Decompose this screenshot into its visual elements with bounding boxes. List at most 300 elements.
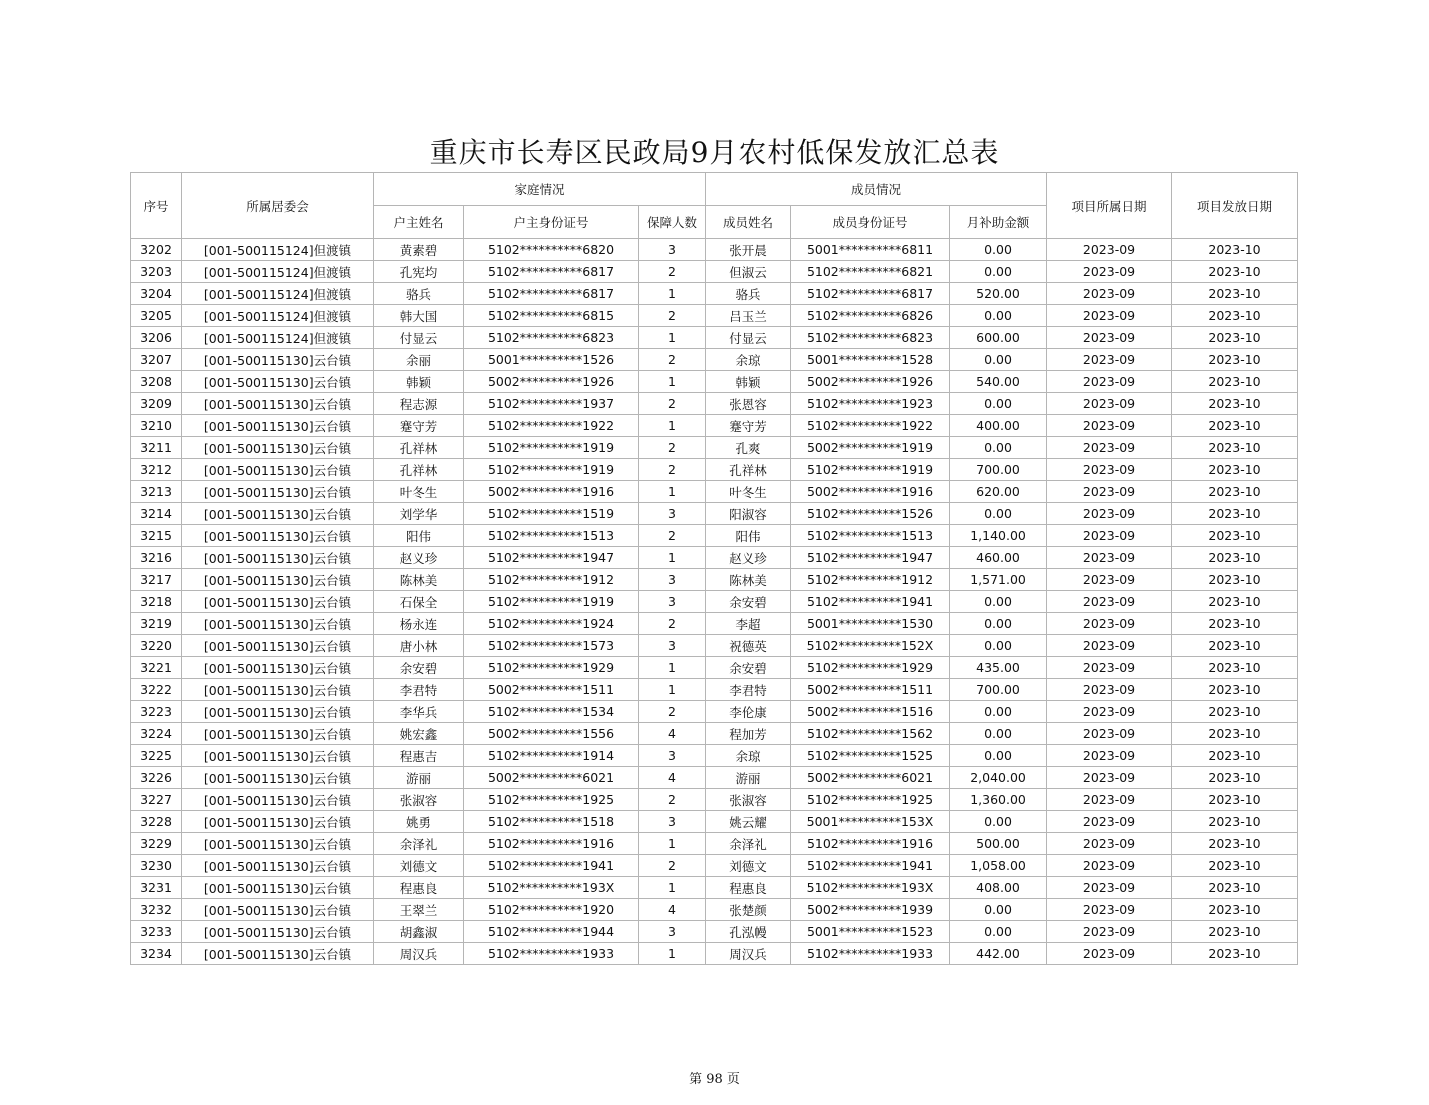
cell-seq: 3207 — [131, 349, 182, 371]
cell-member-id: 5102**********1922 — [791, 415, 950, 437]
cell-head-id: 5102**********1919 — [464, 591, 639, 613]
cell-insured-count: 3 — [639, 921, 706, 943]
table-row — [131, 789, 1298, 811]
cell-committee: [001-500115130]云台镇 — [182, 789, 374, 811]
table-row — [131, 855, 1298, 877]
cell-issue-date: 2023-10 — [1172, 855, 1298, 877]
cell-committee: [001-500115130]云台镇 — [182, 811, 374, 833]
cell-insured-count: 3 — [639, 239, 706, 261]
cell-head-name: 游丽 — [374, 767, 464, 789]
cell-head-name: 叶冬生 — [374, 481, 464, 503]
cell-monthly-subsidy: 0.00 — [950, 723, 1047, 745]
cell-seq: 3203 — [131, 261, 182, 283]
cell-head-id: 5102**********1944 — [464, 921, 639, 943]
cell-member-id: 5002**********1511 — [791, 679, 950, 701]
cell-committee: [001-500115130]云台镇 — [182, 635, 374, 657]
cell-project-date: 2023-09 — [1047, 701, 1172, 723]
cell-committee: [001-500115130]云台镇 — [182, 701, 374, 723]
cell-member-id: 5102**********1526 — [791, 503, 950, 525]
cell-monthly-subsidy: 0.00 — [950, 811, 1047, 833]
header-member-group: 成员情况 — [706, 173, 1047, 206]
cell-head-name: 阳伟 — [374, 525, 464, 547]
cell-issue-date: 2023-10 — [1172, 679, 1298, 701]
cell-head-name: 李君特 — [374, 679, 464, 701]
cell-seq: 3213 — [131, 481, 182, 503]
cell-monthly-subsidy: 1,360.00 — [950, 789, 1047, 811]
cell-insured-count: 1 — [639, 327, 706, 349]
cell-monthly-subsidy: 0.00 — [950, 921, 1047, 943]
header-family-group: 家庭情况 — [374, 173, 706, 206]
cell-committee: [001-500115124]但渡镇 — [182, 239, 374, 261]
cell-insured-count: 2 — [639, 349, 706, 371]
cell-member-id: 5102**********1923 — [791, 393, 950, 415]
cell-insured-count: 1 — [639, 415, 706, 437]
cell-head-name: 黄素碧 — [374, 239, 464, 261]
cell-project-date: 2023-09 — [1047, 767, 1172, 789]
cell-insured-count: 2 — [639, 855, 706, 877]
cell-committee: [001-500115130]云台镇 — [182, 393, 374, 415]
cell-seq: 3234 — [131, 943, 182, 965]
cell-issue-date: 2023-10 — [1172, 657, 1298, 679]
cell-insured-count: 3 — [639, 591, 706, 613]
cell-head-id: 5102**********1513 — [464, 525, 639, 547]
cell-seq: 3217 — [131, 569, 182, 591]
cell-head-name: 姚宏鑫 — [374, 723, 464, 745]
cell-head-id: 5102**********1919 — [464, 459, 639, 481]
cell-member-name: 阳伟 — [706, 525, 791, 547]
cell-issue-date: 2023-10 — [1172, 745, 1298, 767]
cell-member-name: 程加芳 — [706, 723, 791, 745]
cell-project-date: 2023-09 — [1047, 899, 1172, 921]
cell-issue-date: 2023-10 — [1172, 459, 1298, 481]
header-head-id: 户主身份证号 — [464, 206, 639, 239]
cell-member-name: 姚云耀 — [706, 811, 791, 833]
cell-member-name: 赵义珍 — [706, 547, 791, 569]
cell-committee: [001-500115124]但渡镇 — [182, 305, 374, 327]
cell-committee: [001-500115130]云台镇 — [182, 547, 374, 569]
cell-head-id: 5102**********1933 — [464, 943, 639, 965]
cell-head-id: 5102**********6817 — [464, 261, 639, 283]
cell-insured-count: 2 — [639, 701, 706, 723]
cell-committee: [001-500115130]云台镇 — [182, 657, 374, 679]
cell-member-id: 5001**********6811 — [791, 239, 950, 261]
table-row — [131, 877, 1298, 899]
cell-issue-date: 2023-10 — [1172, 327, 1298, 349]
cell-member-name: 程惠良 — [706, 877, 791, 899]
cell-committee: [001-500115124]但渡镇 — [182, 327, 374, 349]
cell-monthly-subsidy: 1,571.00 — [950, 569, 1047, 591]
cell-head-name: 王翠兰 — [374, 899, 464, 921]
cell-project-date: 2023-09 — [1047, 547, 1172, 569]
cell-head-name: 刘学华 — [374, 503, 464, 525]
cell-monthly-subsidy: 0.00 — [950, 899, 1047, 921]
header-committee: 所属居委会 — [182, 173, 374, 239]
cell-head-id: 5102**********1941 — [464, 855, 639, 877]
cell-head-id: 5102**********1925 — [464, 789, 639, 811]
cell-head-name: 程惠吉 — [374, 745, 464, 767]
cell-head-name: 石保全 — [374, 591, 464, 613]
cell-head-name: 张淑容 — [374, 789, 464, 811]
cell-issue-date: 2023-10 — [1172, 481, 1298, 503]
table-row — [131, 547, 1298, 569]
cell-member-id: 5002**********6021 — [791, 767, 950, 789]
cell-issue-date: 2023-10 — [1172, 239, 1298, 261]
cell-member-id: 5102**********193X — [791, 877, 950, 899]
cell-seq: 3232 — [131, 899, 182, 921]
table-row — [131, 261, 1298, 283]
cell-committee: [001-500115130]云台镇 — [182, 371, 374, 393]
cell-head-name: 李华兵 — [374, 701, 464, 723]
page-number: 第 98 页 — [689, 1072, 740, 1087]
cell-seq: 3209 — [131, 393, 182, 415]
cell-seq: 3210 — [131, 415, 182, 437]
table-row — [131, 437, 1298, 459]
table-row — [131, 393, 1298, 415]
cell-head-name: 杨永连 — [374, 613, 464, 635]
cell-head-id: 5102**********1916 — [464, 833, 639, 855]
cell-head-id: 5002**********1511 — [464, 679, 639, 701]
cell-issue-date: 2023-10 — [1172, 547, 1298, 569]
cell-head-id: 5002**********1926 — [464, 371, 639, 393]
cell-committee: [001-500115130]云台镇 — [182, 415, 374, 437]
cell-insured-count: 2 — [639, 305, 706, 327]
cell-head-name: 蹇守芳 — [374, 415, 464, 437]
cell-project-date: 2023-09 — [1047, 459, 1172, 481]
header-issue-date: 项目发放日期 — [1172, 173, 1298, 239]
cell-member-name: 陈林美 — [706, 569, 791, 591]
table-row — [131, 767, 1298, 789]
cell-issue-date: 2023-10 — [1172, 833, 1298, 855]
cell-insured-count: 1 — [639, 833, 706, 855]
cell-monthly-subsidy: 520.00 — [950, 283, 1047, 305]
cell-head-id: 5102**********1924 — [464, 613, 639, 635]
cell-seq: 3212 — [131, 459, 182, 481]
cell-issue-date: 2023-10 — [1172, 921, 1298, 943]
cell-member-name: 游丽 — [706, 767, 791, 789]
cell-committee: [001-500115130]云台镇 — [182, 459, 374, 481]
cell-seq: 3205 — [131, 305, 182, 327]
cell-issue-date: 2023-10 — [1172, 613, 1298, 635]
cell-member-name: 张恩容 — [706, 393, 791, 415]
cell-head-id: 5102**********1534 — [464, 701, 639, 723]
cell-issue-date: 2023-10 — [1172, 811, 1298, 833]
cell-member-name: 周汉兵 — [706, 943, 791, 965]
cell-member-id: 5102**********1562 — [791, 723, 950, 745]
header-insured-count: 保障人数 — [639, 206, 706, 239]
cell-issue-date: 2023-10 — [1172, 283, 1298, 305]
header-member-id: 成员身份证号 — [791, 206, 950, 239]
cell-monthly-subsidy: 540.00 — [950, 371, 1047, 393]
cell-project-date: 2023-09 — [1047, 877, 1172, 899]
cell-monthly-subsidy: 0.00 — [950, 701, 1047, 723]
cell-head-id: 5102**********1947 — [464, 547, 639, 569]
cell-member-name: 李君特 — [706, 679, 791, 701]
table-row — [131, 899, 1298, 921]
cell-seq: 3224 — [131, 723, 182, 745]
cell-seq: 3223 — [131, 701, 182, 723]
cell-insured-count: 1 — [639, 547, 706, 569]
cell-head-name: 唐小林 — [374, 635, 464, 657]
cell-head-name: 付显云 — [374, 327, 464, 349]
cell-monthly-subsidy: 2,040.00 — [950, 767, 1047, 789]
cell-head-name: 孔祥林 — [374, 437, 464, 459]
cell-member-id: 5102**********1933 — [791, 943, 950, 965]
cell-member-id: 5002**********1516 — [791, 701, 950, 723]
cell-member-name: 李超 — [706, 613, 791, 635]
cell-member-id: 5102**********1941 — [791, 855, 950, 877]
cell-issue-date: 2023-10 — [1172, 701, 1298, 723]
cell-head-id: 5002**********1916 — [464, 481, 639, 503]
cell-issue-date: 2023-10 — [1172, 305, 1298, 327]
cell-insured-count: 2 — [639, 393, 706, 415]
cell-issue-date: 2023-10 — [1172, 635, 1298, 657]
cell-head-id: 5102**********1937 — [464, 393, 639, 415]
table-row — [131, 459, 1298, 481]
cell-issue-date: 2023-10 — [1172, 943, 1298, 965]
cell-project-date: 2023-09 — [1047, 921, 1172, 943]
cell-member-name: 阳淑容 — [706, 503, 791, 525]
header-row-group — [131, 173, 1298, 206]
table-body — [131, 239, 1298, 965]
cell-project-date: 2023-09 — [1047, 503, 1172, 525]
cell-head-id: 5002**********1556 — [464, 723, 639, 745]
cell-monthly-subsidy: 500.00 — [950, 833, 1047, 855]
cell-insured-count: 2 — [639, 459, 706, 481]
table-row — [131, 679, 1298, 701]
cell-head-id: 5102**********6820 — [464, 239, 639, 261]
cell-seq: 3219 — [131, 613, 182, 635]
cell-member-name: 余泽礼 — [706, 833, 791, 855]
cell-seq: 3211 — [131, 437, 182, 459]
cell-head-id: 5102**********6817 — [464, 283, 639, 305]
cell-seq: 3222 — [131, 679, 182, 701]
cell-member-id: 5001**********153X — [791, 811, 950, 833]
table-row — [131, 569, 1298, 591]
cell-seq: 3215 — [131, 525, 182, 547]
cell-project-date: 2023-09 — [1047, 811, 1172, 833]
cell-seq: 3225 — [131, 745, 182, 767]
cell-project-date: 2023-09 — [1047, 613, 1172, 635]
cell-issue-date: 2023-10 — [1172, 437, 1298, 459]
cell-monthly-subsidy: 460.00 — [950, 547, 1047, 569]
cell-committee: [001-500115130]云台镇 — [182, 613, 374, 635]
cell-project-date: 2023-09 — [1047, 393, 1172, 415]
cell-member-id: 5002**********1926 — [791, 371, 950, 393]
cell-monthly-subsidy: 0.00 — [950, 437, 1047, 459]
cell-issue-date: 2023-10 — [1172, 261, 1298, 283]
summary-table — [130, 172, 1298, 965]
cell-insured-count: 1 — [639, 371, 706, 393]
cell-monthly-subsidy: 435.00 — [950, 657, 1047, 679]
cell-head-name: 程惠良 — [374, 877, 464, 899]
cell-member-name: 叶冬生 — [706, 481, 791, 503]
cell-member-id: 5102**********1919 — [791, 459, 950, 481]
table-row — [131, 635, 1298, 657]
cell-member-id: 5102**********1912 — [791, 569, 950, 591]
cell-monthly-subsidy: 620.00 — [950, 481, 1047, 503]
cell-monthly-subsidy: 0.00 — [950, 635, 1047, 657]
table-row — [131, 283, 1298, 305]
cell-monthly-subsidy: 0.00 — [950, 393, 1047, 415]
cell-committee: [001-500115130]云台镇 — [182, 437, 374, 459]
cell-member-name: 张开晨 — [706, 239, 791, 261]
cell-member-name: 但淑云 — [706, 261, 791, 283]
table-row — [131, 921, 1298, 943]
cell-monthly-subsidy: 400.00 — [950, 415, 1047, 437]
cell-committee: [001-500115130]云台镇 — [182, 723, 374, 745]
cell-member-name: 张淑容 — [706, 789, 791, 811]
cell-monthly-subsidy: 0.00 — [950, 745, 1047, 767]
cell-monthly-subsidy: 1,140.00 — [950, 525, 1047, 547]
table-header — [131, 173, 1298, 239]
cell-committee: [001-500115130]云台镇 — [182, 855, 374, 877]
cell-member-name: 韩颖 — [706, 371, 791, 393]
cell-member-id: 5102**********6821 — [791, 261, 950, 283]
table-row — [131, 415, 1298, 437]
cell-project-date: 2023-09 — [1047, 657, 1172, 679]
cell-committee: [001-500115130]云台镇 — [182, 503, 374, 525]
table-row — [131, 745, 1298, 767]
cell-head-name: 胡鑫淑 — [374, 921, 464, 943]
cell-insured-count: 1 — [639, 679, 706, 701]
cell-head-name: 孔宪均 — [374, 261, 464, 283]
cell-seq: 3230 — [131, 855, 182, 877]
cell-project-date: 2023-09 — [1047, 305, 1172, 327]
cell-head-name: 孔祥林 — [374, 459, 464, 481]
cell-member-name: 李伦康 — [706, 701, 791, 723]
cell-project-date: 2023-09 — [1047, 943, 1172, 965]
cell-monthly-subsidy: 0.00 — [950, 349, 1047, 371]
cell-insured-count: 3 — [639, 569, 706, 591]
table-row — [131, 327, 1298, 349]
table-row — [131, 481, 1298, 503]
table-row — [131, 701, 1298, 723]
cell-committee: [001-500115130]云台镇 — [182, 591, 374, 613]
cell-project-date: 2023-09 — [1047, 283, 1172, 305]
table-row — [131, 349, 1298, 371]
cell-head-id: 5102**********1920 — [464, 899, 639, 921]
cell-member-name: 张楚颜 — [706, 899, 791, 921]
table-row — [131, 943, 1298, 965]
cell-insured-count: 3 — [639, 503, 706, 525]
cell-issue-date: 2023-10 — [1172, 789, 1298, 811]
cell-monthly-subsidy: 700.00 — [950, 679, 1047, 701]
cell-project-date: 2023-09 — [1047, 723, 1172, 745]
cell-head-name: 韩大国 — [374, 305, 464, 327]
cell-project-date: 2023-09 — [1047, 745, 1172, 767]
cell-committee: [001-500115130]云台镇 — [182, 679, 374, 701]
cell-committee: [001-500115130]云台镇 — [182, 921, 374, 943]
cell-monthly-subsidy: 600.00 — [950, 327, 1047, 349]
cell-monthly-subsidy: 0.00 — [950, 305, 1047, 327]
cell-seq: 3228 — [131, 811, 182, 833]
cell-project-date: 2023-09 — [1047, 239, 1172, 261]
cell-issue-date: 2023-10 — [1172, 723, 1298, 745]
cell-head-name: 余安碧 — [374, 657, 464, 679]
cell-monthly-subsidy: 442.00 — [950, 943, 1047, 965]
cell-member-id: 5002**********1919 — [791, 437, 950, 459]
cell-insured-count: 2 — [639, 613, 706, 635]
cell-project-date: 2023-09 — [1047, 525, 1172, 547]
cell-seq: 3220 — [131, 635, 182, 657]
header-project-date: 项目所属日期 — [1047, 173, 1172, 239]
cell-member-id: 5102**********152X — [791, 635, 950, 657]
cell-insured-count: 2 — [639, 525, 706, 547]
cell-committee: [001-500115130]云台镇 — [182, 481, 374, 503]
cell-member-name: 孔祥林 — [706, 459, 791, 481]
table-row — [131, 613, 1298, 635]
cell-seq: 3202 — [131, 239, 182, 261]
cell-monthly-subsidy: 0.00 — [950, 239, 1047, 261]
cell-insured-count: 4 — [639, 899, 706, 921]
cell-committee: [001-500115124]但渡镇 — [182, 283, 374, 305]
table-row — [131, 811, 1298, 833]
cell-insured-count: 1 — [639, 657, 706, 679]
cell-project-date: 2023-09 — [1047, 371, 1172, 393]
cell-member-name: 孔泓幔 — [706, 921, 791, 943]
cell-issue-date: 2023-10 — [1172, 349, 1298, 371]
cell-member-id: 5102**********1916 — [791, 833, 950, 855]
cell-head-name: 周汉兵 — [374, 943, 464, 965]
cell-head-id: 5001**********1526 — [464, 349, 639, 371]
header-member-name: 成员姓名 — [706, 206, 791, 239]
cell-member-id: 5001**********1528 — [791, 349, 950, 371]
cell-project-date: 2023-09 — [1047, 789, 1172, 811]
cell-head-name: 余泽礼 — [374, 833, 464, 855]
cell-head-id: 5102**********1519 — [464, 503, 639, 525]
cell-issue-date: 2023-10 — [1172, 503, 1298, 525]
cell-committee: [001-500115124]但渡镇 — [182, 261, 374, 283]
cell-project-date: 2023-09 — [1047, 569, 1172, 591]
cell-member-name: 吕玉兰 — [706, 305, 791, 327]
cell-member-id: 5002**********1916 — [791, 481, 950, 503]
cell-seq: 3233 — [131, 921, 182, 943]
cell-member-name: 余安碧 — [706, 657, 791, 679]
cell-monthly-subsidy: 408.00 — [950, 877, 1047, 899]
cell-member-name: 付显云 — [706, 327, 791, 349]
cell-member-id: 5102**********1925 — [791, 789, 950, 811]
cell-member-id: 5102**********1947 — [791, 547, 950, 569]
cell-project-date: 2023-09 — [1047, 349, 1172, 371]
cell-seq: 3204 — [131, 283, 182, 305]
cell-head-id: 5102**********1929 — [464, 657, 639, 679]
cell-project-date: 2023-09 — [1047, 855, 1172, 877]
cell-seq: 3227 — [131, 789, 182, 811]
cell-head-name: 赵义珍 — [374, 547, 464, 569]
cell-head-name: 姚勇 — [374, 811, 464, 833]
cell-committee: [001-500115130]云台镇 — [182, 745, 374, 767]
cell-seq: 3216 — [131, 547, 182, 569]
cell-project-date: 2023-09 — [1047, 437, 1172, 459]
cell-issue-date: 2023-10 — [1172, 877, 1298, 899]
cell-monthly-subsidy: 700.00 — [950, 459, 1047, 481]
cell-head-name: 韩颖 — [374, 371, 464, 393]
table-row — [131, 591, 1298, 613]
cell-issue-date: 2023-10 — [1172, 899, 1298, 921]
cell-committee: [001-500115130]云台镇 — [182, 833, 374, 855]
cell-head-id: 5002**********6021 — [464, 767, 639, 789]
cell-seq: 3231 — [131, 877, 182, 899]
cell-head-name: 刘德文 — [374, 855, 464, 877]
cell-committee: [001-500115130]云台镇 — [182, 349, 374, 371]
cell-head-name: 程志源 — [374, 393, 464, 415]
cell-head-id: 5102**********6815 — [464, 305, 639, 327]
cell-seq: 3229 — [131, 833, 182, 855]
cell-insured-count: 3 — [639, 811, 706, 833]
table-row — [131, 305, 1298, 327]
cell-monthly-subsidy: 0.00 — [950, 261, 1047, 283]
table-row — [131, 371, 1298, 393]
